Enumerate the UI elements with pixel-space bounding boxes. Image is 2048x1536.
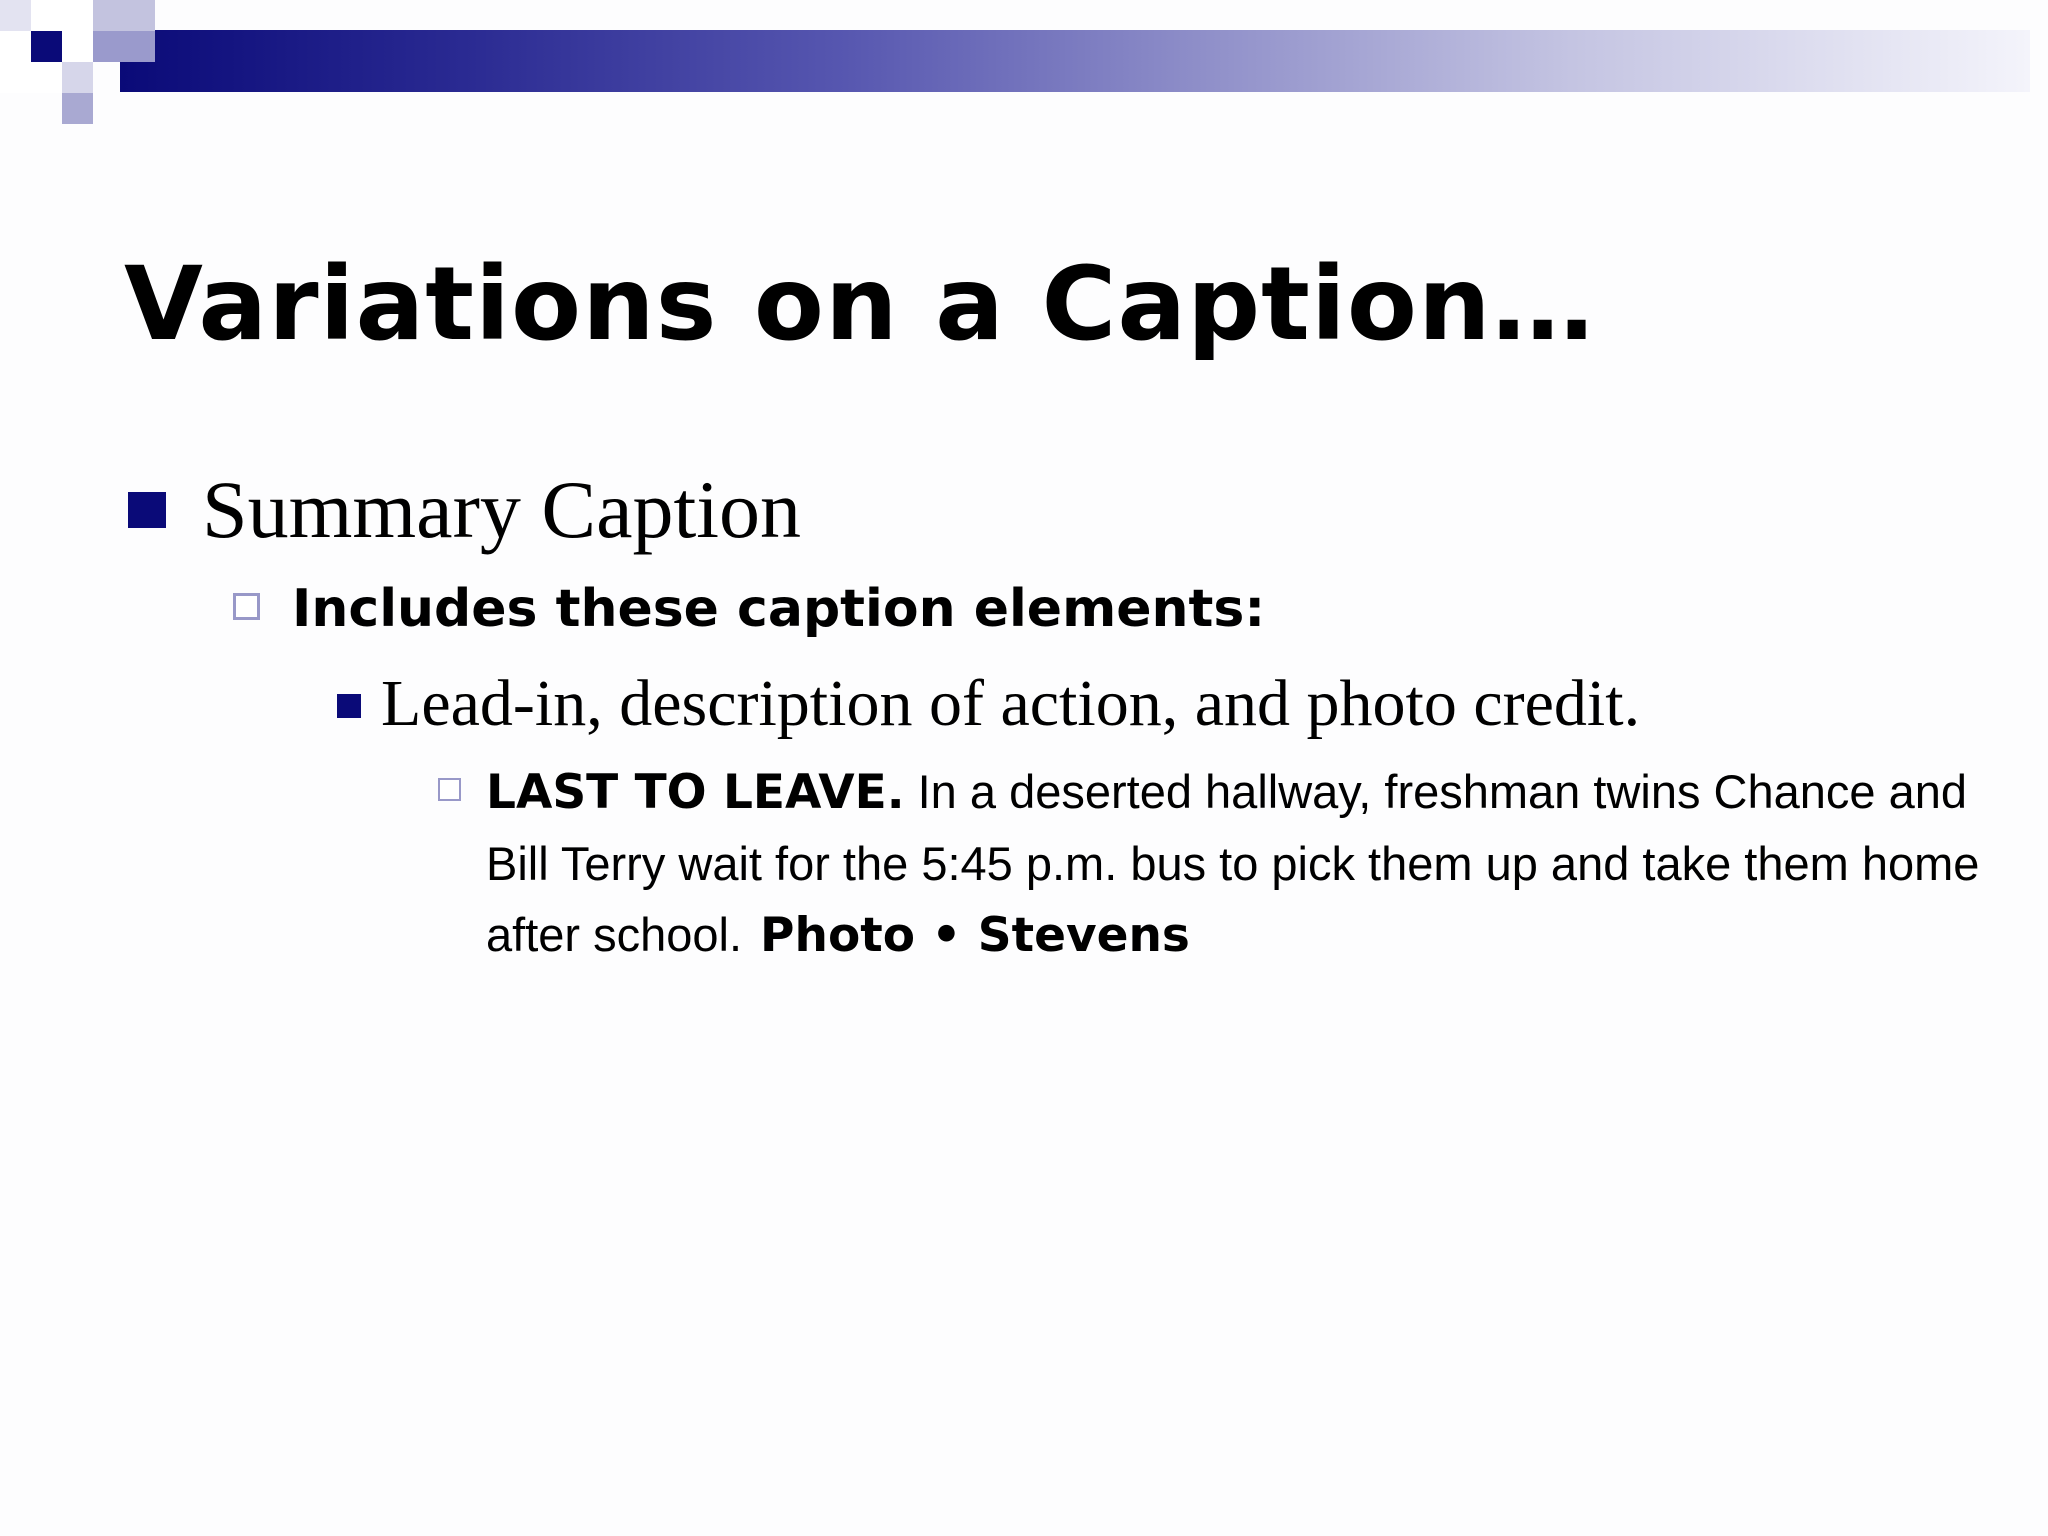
banner-square xyxy=(62,31,93,62)
banner-square xyxy=(93,31,155,62)
caption-body: In a deserted hallway, freshman twins Chance and Bill Terry wait for the 5:45 p.m. bus to pick them up and take them home after school. xyxy=(486,765,1980,961)
hollow-square-icon xyxy=(233,593,260,620)
caption-example xyxy=(486,756,1986,971)
banner-square xyxy=(0,62,62,93)
caption-photo-credit: Photo • Stevens xyxy=(760,908,1190,963)
bullet-level1-text: Summary Caption xyxy=(202,464,802,555)
banner-square xyxy=(62,62,93,93)
banner-square xyxy=(31,31,62,62)
banner-square xyxy=(93,0,155,31)
bullet-level2-text: Includes these caption elements: xyxy=(292,579,1266,639)
filled-square-icon xyxy=(337,694,361,718)
slide-title: Variations on a Caption… xyxy=(124,245,1595,364)
banner-square xyxy=(62,93,93,124)
banner-square xyxy=(0,0,31,31)
hollow-square-icon xyxy=(438,778,461,801)
banner-square xyxy=(31,0,93,31)
caption-lead-in: LAST TO LEAVE. xyxy=(486,765,905,820)
banner-gradient-bar xyxy=(120,30,2030,92)
bullet-level3-text: Lead-in, description of action, and photo credit. xyxy=(381,667,1641,740)
filled-square-icon xyxy=(128,492,166,528)
